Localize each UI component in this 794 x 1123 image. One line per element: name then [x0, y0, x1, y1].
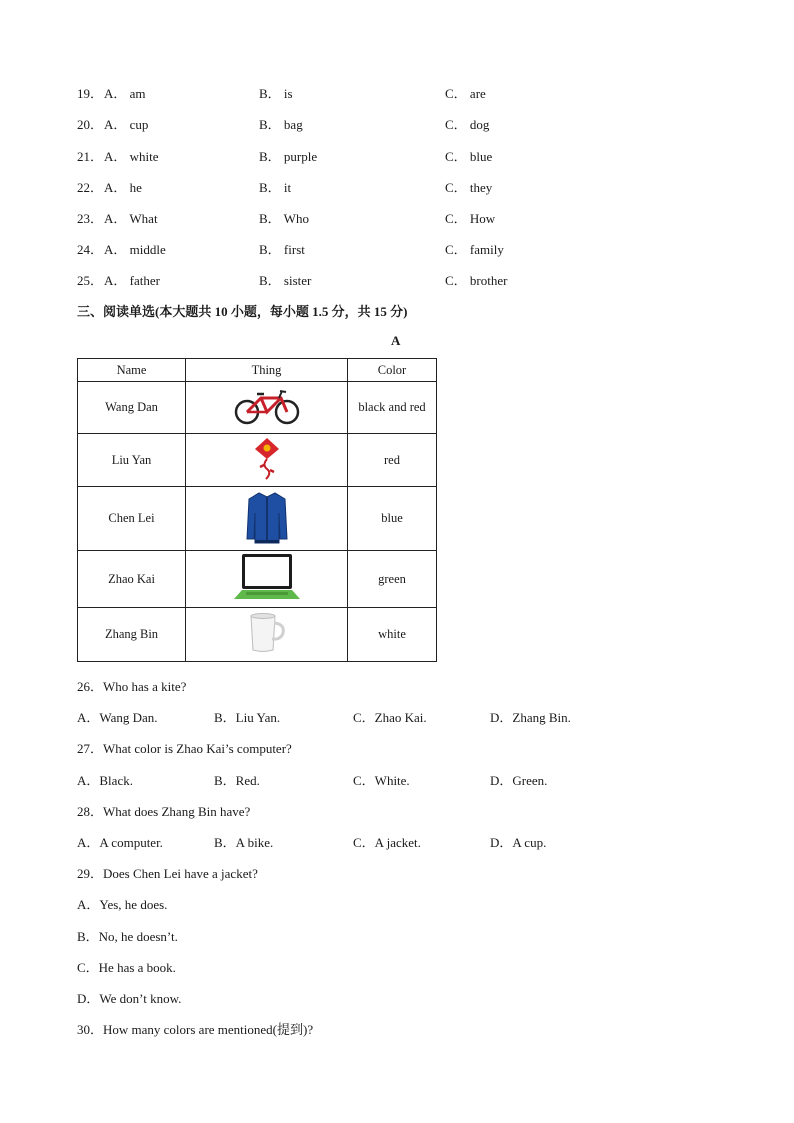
- option-b[interactable]: B． first: [259, 242, 305, 257]
- question-number: 21．: [77, 149, 104, 164]
- question-26: 26．Who has a kite?: [77, 679, 187, 694]
- option-b[interactable]: B． bag: [259, 117, 303, 132]
- bicycle-icon: [233, 386, 301, 426]
- cell-color: blue: [348, 487, 437, 551]
- cell-color: black and red: [348, 382, 437, 434]
- option-b[interactable]: B．Red.: [214, 773, 260, 788]
- cell-thing: [186, 608, 348, 662]
- table-row: [78, 551, 437, 608]
- option-c[interactable]: C．He has a book.: [77, 960, 176, 975]
- section-title: 三、阅读单选(本大题共 10 小题，每小题 1.5 分，共 15 分): [77, 304, 408, 319]
- question-30: 30．How many colors are mentioned(提到)?: [77, 1022, 314, 1037]
- header-thing: Thing: [186, 359, 348, 382]
- question-row-25: [77, 270, 697, 288]
- option-c[interactable]: C．Zhao Kai.: [353, 710, 427, 725]
- option-c[interactable]: C．White.: [353, 773, 410, 788]
- option-a[interactable]: A．Yes, he does.: [77, 897, 168, 912]
- jacket-icon: [245, 489, 289, 545]
- cup-icon: [245, 612, 289, 654]
- question-number: 20．: [77, 117, 104, 132]
- option-b[interactable]: B．Liu Yan.: [214, 710, 281, 725]
- option-a[interactable]: A．A computer.: [77, 835, 163, 850]
- option-a[interactable]: A． cup: [104, 117, 149, 132]
- table-row: [78, 382, 437, 434]
- option-b[interactable]: B． is: [259, 86, 293, 101]
- option-b[interactable]: B． Who: [259, 211, 309, 226]
- option-a[interactable]: A． father: [104, 273, 160, 288]
- option-b[interactable]: B． purple: [259, 149, 318, 164]
- option-d[interactable]: D．A cup.: [490, 835, 547, 850]
- question-row-23: [77, 208, 697, 226]
- option-b[interactable]: B． sister: [259, 273, 312, 288]
- kite-icon: [252, 435, 282, 481]
- option-a[interactable]: A． he: [104, 180, 142, 195]
- option-a[interactable]: A．Black.: [77, 773, 133, 788]
- question-number: 22．: [77, 180, 104, 195]
- question-27: 27．What color is Zhao Kai’s computer?: [77, 741, 292, 756]
- option-c[interactable]: C． they: [445, 180, 493, 195]
- cell-thing: [186, 551, 348, 608]
- cell-thing: [186, 434, 348, 487]
- option-c[interactable]: C． dog: [445, 117, 490, 132]
- question-28: 28．What does Zhang Bin have?: [77, 804, 251, 819]
- cell-name: Chen Lei: [78, 487, 186, 551]
- option-a[interactable]: A． middle: [104, 242, 166, 257]
- option-c[interactable]: C． How: [445, 211, 496, 226]
- option-a[interactable]: A． am: [104, 86, 146, 101]
- table-row: [78, 608, 437, 662]
- question-row-20: [77, 114, 697, 132]
- cell-name: Zhao Kai: [78, 551, 186, 608]
- option-a[interactable]: A．Wang Dan.: [77, 710, 158, 725]
- question-number: 23．: [77, 211, 104, 226]
- question-29: 29．Does Chen Lei have a jacket?: [77, 866, 258, 881]
- option-c[interactable]: C． blue: [445, 149, 493, 164]
- option-c[interactable]: C． are: [445, 86, 486, 101]
- option-c[interactable]: C． family: [445, 242, 504, 257]
- question-row-22: [77, 177, 697, 195]
- option-a[interactable]: A． white: [104, 149, 159, 164]
- cell-thing: [186, 382, 348, 434]
- cell-name: Wang Dan: [78, 382, 186, 434]
- question-row-19: [77, 83, 697, 101]
- option-a[interactable]: A． What: [104, 211, 158, 226]
- option-c[interactable]: C．A jacket.: [353, 835, 421, 850]
- table-row: [78, 487, 437, 551]
- header-color: Color: [348, 359, 437, 382]
- passage-label: A: [391, 333, 401, 348]
- question-row-24: [77, 239, 697, 257]
- cell-thing: [186, 487, 348, 551]
- question-row-21: [77, 146, 697, 164]
- option-c[interactable]: C． brother: [445, 273, 508, 288]
- question-number: 24．: [77, 242, 104, 257]
- option-b[interactable]: B． it: [259, 180, 292, 195]
- header-name: Name: [78, 359, 186, 382]
- table-row: [78, 434, 437, 487]
- option-d[interactable]: D．Green.: [490, 773, 548, 788]
- cell-name: Zhang Bin: [78, 608, 186, 662]
- info-table: [77, 358, 437, 662]
- question-number: 19．: [77, 86, 104, 101]
- option-d[interactable]: D．Zhang Bin.: [490, 710, 571, 725]
- cell-name: Liu Yan: [78, 434, 186, 487]
- laptop-icon: [232, 552, 302, 602]
- cell-color: red: [348, 434, 437, 487]
- cell-color: white: [348, 608, 437, 662]
- option-d[interactable]: D．We don’t know.: [77, 991, 182, 1006]
- option-b[interactable]: B．No, he doesn’t.: [77, 929, 178, 944]
- option-b[interactable]: B．A bike.: [214, 835, 274, 850]
- cell-color: green: [348, 551, 437, 608]
- question-number: 25．: [77, 273, 104, 288]
- table-header-row: [78, 359, 437, 382]
